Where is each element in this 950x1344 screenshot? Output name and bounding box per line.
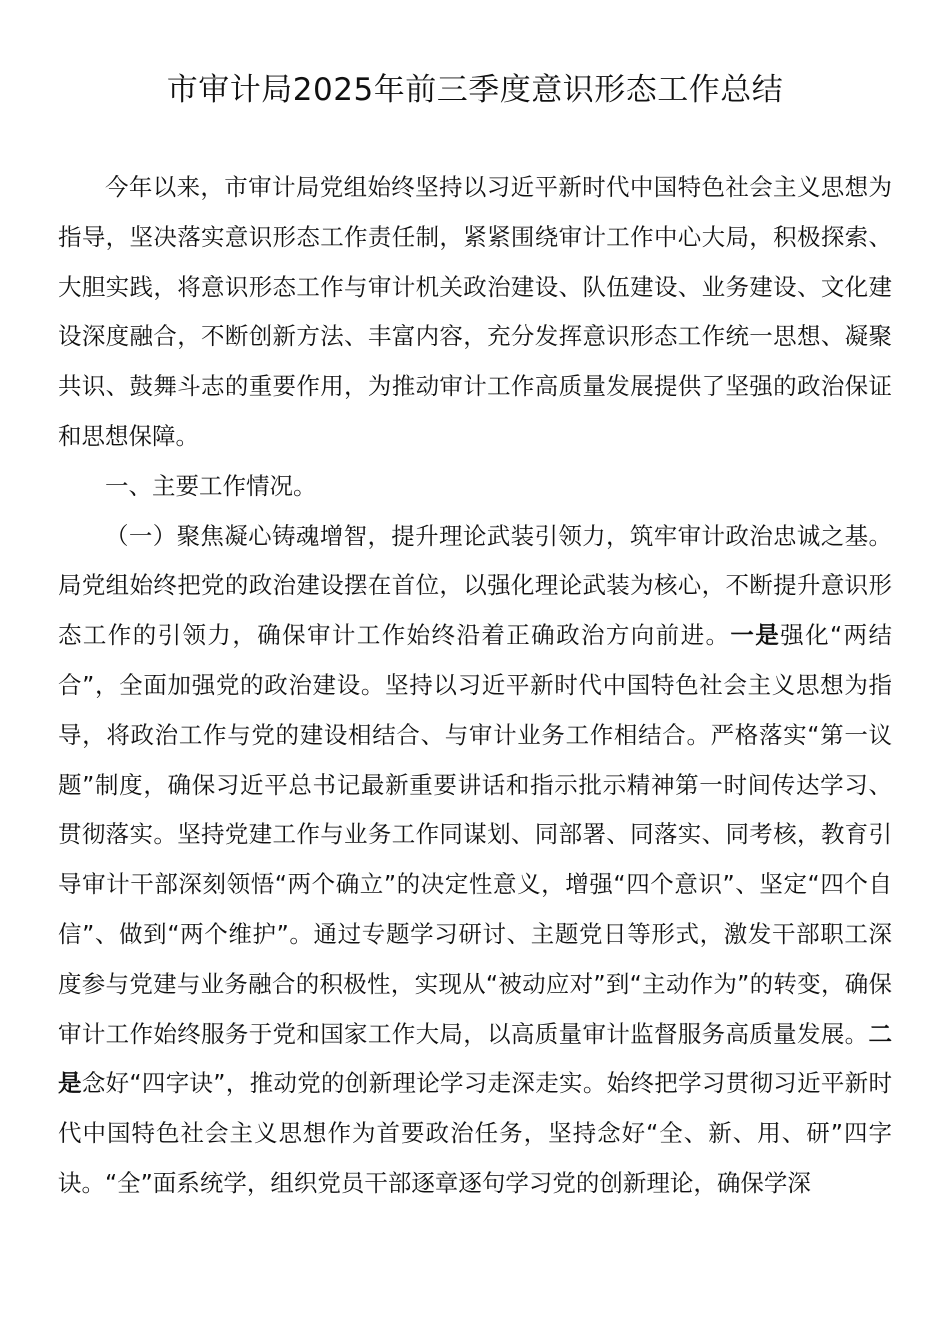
section-heading-main-work: 一、主要工作情况。 (105, 471, 317, 500)
subsection-text-c: 念好“四字诀”，推动党的创新理论学习走深走实。始终把学习贯彻习近平新时代中国特色社会主义思想作为首要政治任务，坚持念好“全、新、用、研”四字诀。“全”面系统学，组织党员干部逐章逐句学习党的创新理论，确保学深 (58, 1069, 892, 1197)
subsection-text-a: （一）聚焦凝心铸魂增智，提升理论武装引领力，筑牢审计政治忠诚之基。局党组始终把党的政治建设摆在首位，以强化理论武装为核心，不断提升意识形态工作的引领力，确保审计工作始终沿着正确政治方向前进。 (58, 521, 892, 650)
document-body (58, 163, 892, 1209)
subsection-text-b: 强化“两结合”，全面加强党的政治建设。坚持以习近平新时代中国特色社会主义思想为指导，将政治工作与党的建设相结合、与审计业务工作相结合。严格落实“第一议题”制度，确保习近平总书记最新重要讲话和指示批示精神第一时间传达学习、贯彻落实。坚持党建工作与业务工作同谋划、同部署、同落实、同考核，教育引导审计干部深刻领悟“两个确立”的决定性意义，增强“四个意识”、坚定“四个自信”、做到“两个维护”。通过专题学习研讨、主题党日等形式，激发干部职工深度参与党建与业务融合的积极性，实现从“被动应对”到“主动作为”的转变，确保审计工作始终服务于党和国家工作大局，以高质量审计监督服务高质量发展。 (58, 621, 893, 1048)
intro-paragraph: 今年以来，市审计局党组始终坚持以习近平新时代中国特色社会主义思想为指导，坚决落实意识形态工作责任制，紧紧围绕审计工作中心大局，积极探索、大胆实践，将意识形态工作与审计机关政治建设、队伍建设、业务建设、文化建设深度融合，不断创新方法、丰富内容，充分发挥意识形态工作统一思想、凝聚共识、鼓舞斗志的重要作用，为推动审计工作高质量发展提供了坚强的政治保证和思想保障。 (58, 173, 892, 450)
point-marker-one: 一是 (730, 621, 781, 650)
subsection-paragraph-1 (58, 512, 892, 1209)
document-title: 市审计局2025年前三季度意识形态工作总结 (166, 72, 784, 108)
point-marker-two: 二是 (58, 1019, 892, 1098)
